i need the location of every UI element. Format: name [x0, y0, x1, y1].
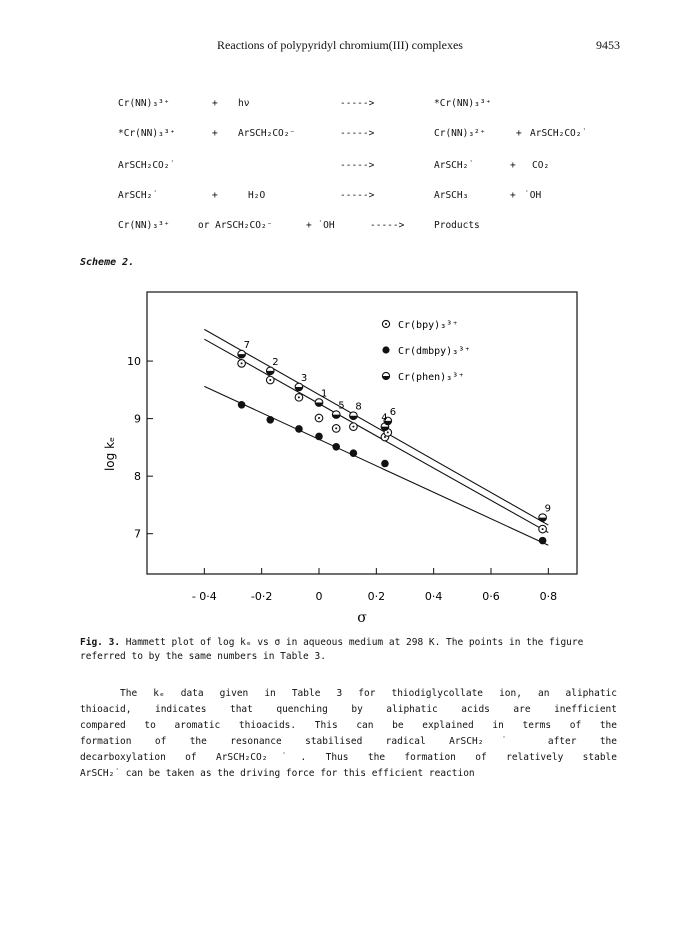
point-number-label: 2 — [272, 356, 279, 368]
figure-caption — [80, 636, 620, 664]
y-tick-label: 7 — [134, 527, 141, 541]
alternative-reactant: or ArSCH₂CO₂⁻ — [198, 220, 273, 231]
page-number: 9453 — [596, 38, 620, 52]
reactant: *Cr(NN)₃³⁺ — [118, 128, 176, 139]
point-number-label: 4 — [381, 412, 388, 424]
data-point-dot — [241, 362, 243, 364]
reagent: + ˙OH — [306, 220, 335, 231]
legend-entry-phen — [382, 372, 464, 383]
point-number-label: 1 — [321, 388, 328, 400]
x-tick-label: - 0·4 — [191, 590, 217, 603]
product-2: CO₂ — [532, 160, 550, 171]
fit-line — [204, 329, 548, 525]
x-tick-label: 0·2 — [367, 590, 386, 603]
data-point-dot — [269, 379, 271, 381]
legend-label: Cr(dmbpy)₃³⁺ — [398, 346, 471, 357]
reagent: ArSCH₂CO₂⁻ — [238, 128, 296, 139]
x-axis-label: σ — [357, 610, 367, 626]
product-2: ArSCH₂CO₂˙ — [530, 128, 588, 139]
data-point-dot — [318, 417, 320, 419]
reaction-arrow: -----> — [340, 160, 375, 171]
y-tick-label: 9 — [134, 412, 141, 426]
y-tick-label: 8 — [134, 470, 141, 484]
plus-sign: + — [516, 128, 522, 139]
product: ArSCH₃ — [434, 190, 469, 201]
data-point-dot — [298, 396, 300, 398]
x-tick-label: 0·8 — [539, 590, 558, 603]
product: *Cr(NN)₃³⁺ — [434, 98, 492, 109]
reactant: ArSCH₂CO₂˙ — [118, 160, 176, 171]
data-point-dot — [335, 427, 337, 429]
reaction-arrow: -----> — [340, 128, 375, 139]
plus-sign: + — [510, 190, 516, 201]
paragraph-line: decarboxylation of ArSCH₂CO₂˙. Thus the formation of relatively stable — [80, 752, 617, 763]
fit-line — [204, 339, 548, 532]
product: ArSCH₂˙ — [434, 160, 475, 171]
plus-sign: + — [510, 160, 516, 171]
x-tick-label: 0 — [315, 590, 323, 603]
reaction-arrow: -----> — [340, 98, 375, 109]
paragraph-line: formation of the resonance stabilised radical ArSCH₂˙ after the — [80, 736, 617, 747]
reagent: hν — [238, 98, 250, 109]
legend-label: Cr(bpy)₃³⁺ — [398, 320, 459, 331]
caption-text: Hammett plot of log kₑ vs σ in aqueous medium at 298 K. The points in the figure referred to by the same numbers in Table 3. — [80, 637, 584, 662]
data-point-filled — [315, 433, 323, 441]
reaction-arrow: -----> — [340, 190, 375, 201]
plus-sign: + — [212, 98, 218, 109]
legend — [382, 320, 470, 383]
product: Cr(NN)₃²⁺ — [434, 128, 486, 139]
point-number-label: 8 — [355, 401, 362, 413]
x-tick-label: 0·6 — [482, 590, 500, 603]
x-tick-label: -0·2 — [250, 590, 273, 603]
point-labels — [244, 340, 551, 514]
point-number-label: 9 — [544, 503, 551, 515]
reaction-arrow: -----> — [370, 220, 405, 231]
hammett-plot — [0, 280, 680, 630]
data-point-filled — [539, 537, 547, 545]
plus-sign: + — [212, 190, 218, 201]
x-tick-label: 0·4 — [424, 590, 443, 603]
data-point-dot — [387, 431, 389, 433]
paragraph-line: ArSCH₂˙ can be taken as the driving force for this efficient reaction — [80, 768, 475, 779]
data-points — [238, 350, 547, 544]
data-point-filled — [266, 416, 274, 424]
caption-label: Fig. 3. — [80, 637, 121, 648]
paragraph-line: thioacid, indicates that quenching by aliphatic acids are inefficient — [80, 704, 617, 715]
reactant: Cr(NN)₃³⁺ — [118, 220, 170, 231]
legend-entry-bpy — [382, 320, 458, 331]
data-point-filled — [381, 460, 389, 468]
data-point-dot — [352, 426, 354, 428]
point-number-label: 3 — [300, 372, 308, 384]
reagent: H₂O — [248, 190, 266, 201]
scheme-label: Scheme 2. — [80, 257, 135, 268]
point-number-label: 6 — [389, 406, 397, 418]
body-paragraph — [80, 686, 617, 782]
data-point-dot — [384, 436, 386, 438]
fit-lines — [204, 329, 548, 545]
running-title: Reactions of polypyridyl chromium(III) complexes — [217, 38, 463, 52]
point-number-label: 7 — [243, 340, 250, 352]
filled-circle-icon — [382, 346, 389, 353]
data-point-dot — [542, 528, 544, 530]
product-2: ˙OH — [524, 190, 542, 201]
axis-ticks — [127, 355, 557, 603]
data-point-filled — [350, 449, 358, 457]
legend-label: Cr(phen)₃³⁺ — [398, 372, 465, 383]
point-number-label: 5 — [338, 400, 345, 412]
plot-frame — [147, 292, 577, 574]
open-circle-dot-icon — [385, 323, 387, 325]
paragraph-line: compared to aromatic thioacids. This can be explained in terms of the — [80, 720, 617, 731]
y-tick-label: 10 — [127, 355, 141, 369]
fit-line — [204, 386, 548, 545]
legend-entry-dmbpy — [382, 346, 470, 357]
reactant: ArSCH₂˙ — [118, 190, 159, 201]
y-axis-label: log kₑ — [103, 436, 117, 472]
product: Products — [434, 220, 480, 231]
data-point-filled — [332, 443, 340, 451]
data-point-filled — [295, 425, 303, 433]
reactant: Cr(NN)₃³⁺ — [118, 98, 170, 109]
plus-sign: + — [212, 128, 218, 139]
paragraph-line: The kₑ data given in Table 3 for thiodiglycollate ion, an aliphatic — [120, 688, 617, 699]
data-point-filled — [238, 401, 246, 409]
